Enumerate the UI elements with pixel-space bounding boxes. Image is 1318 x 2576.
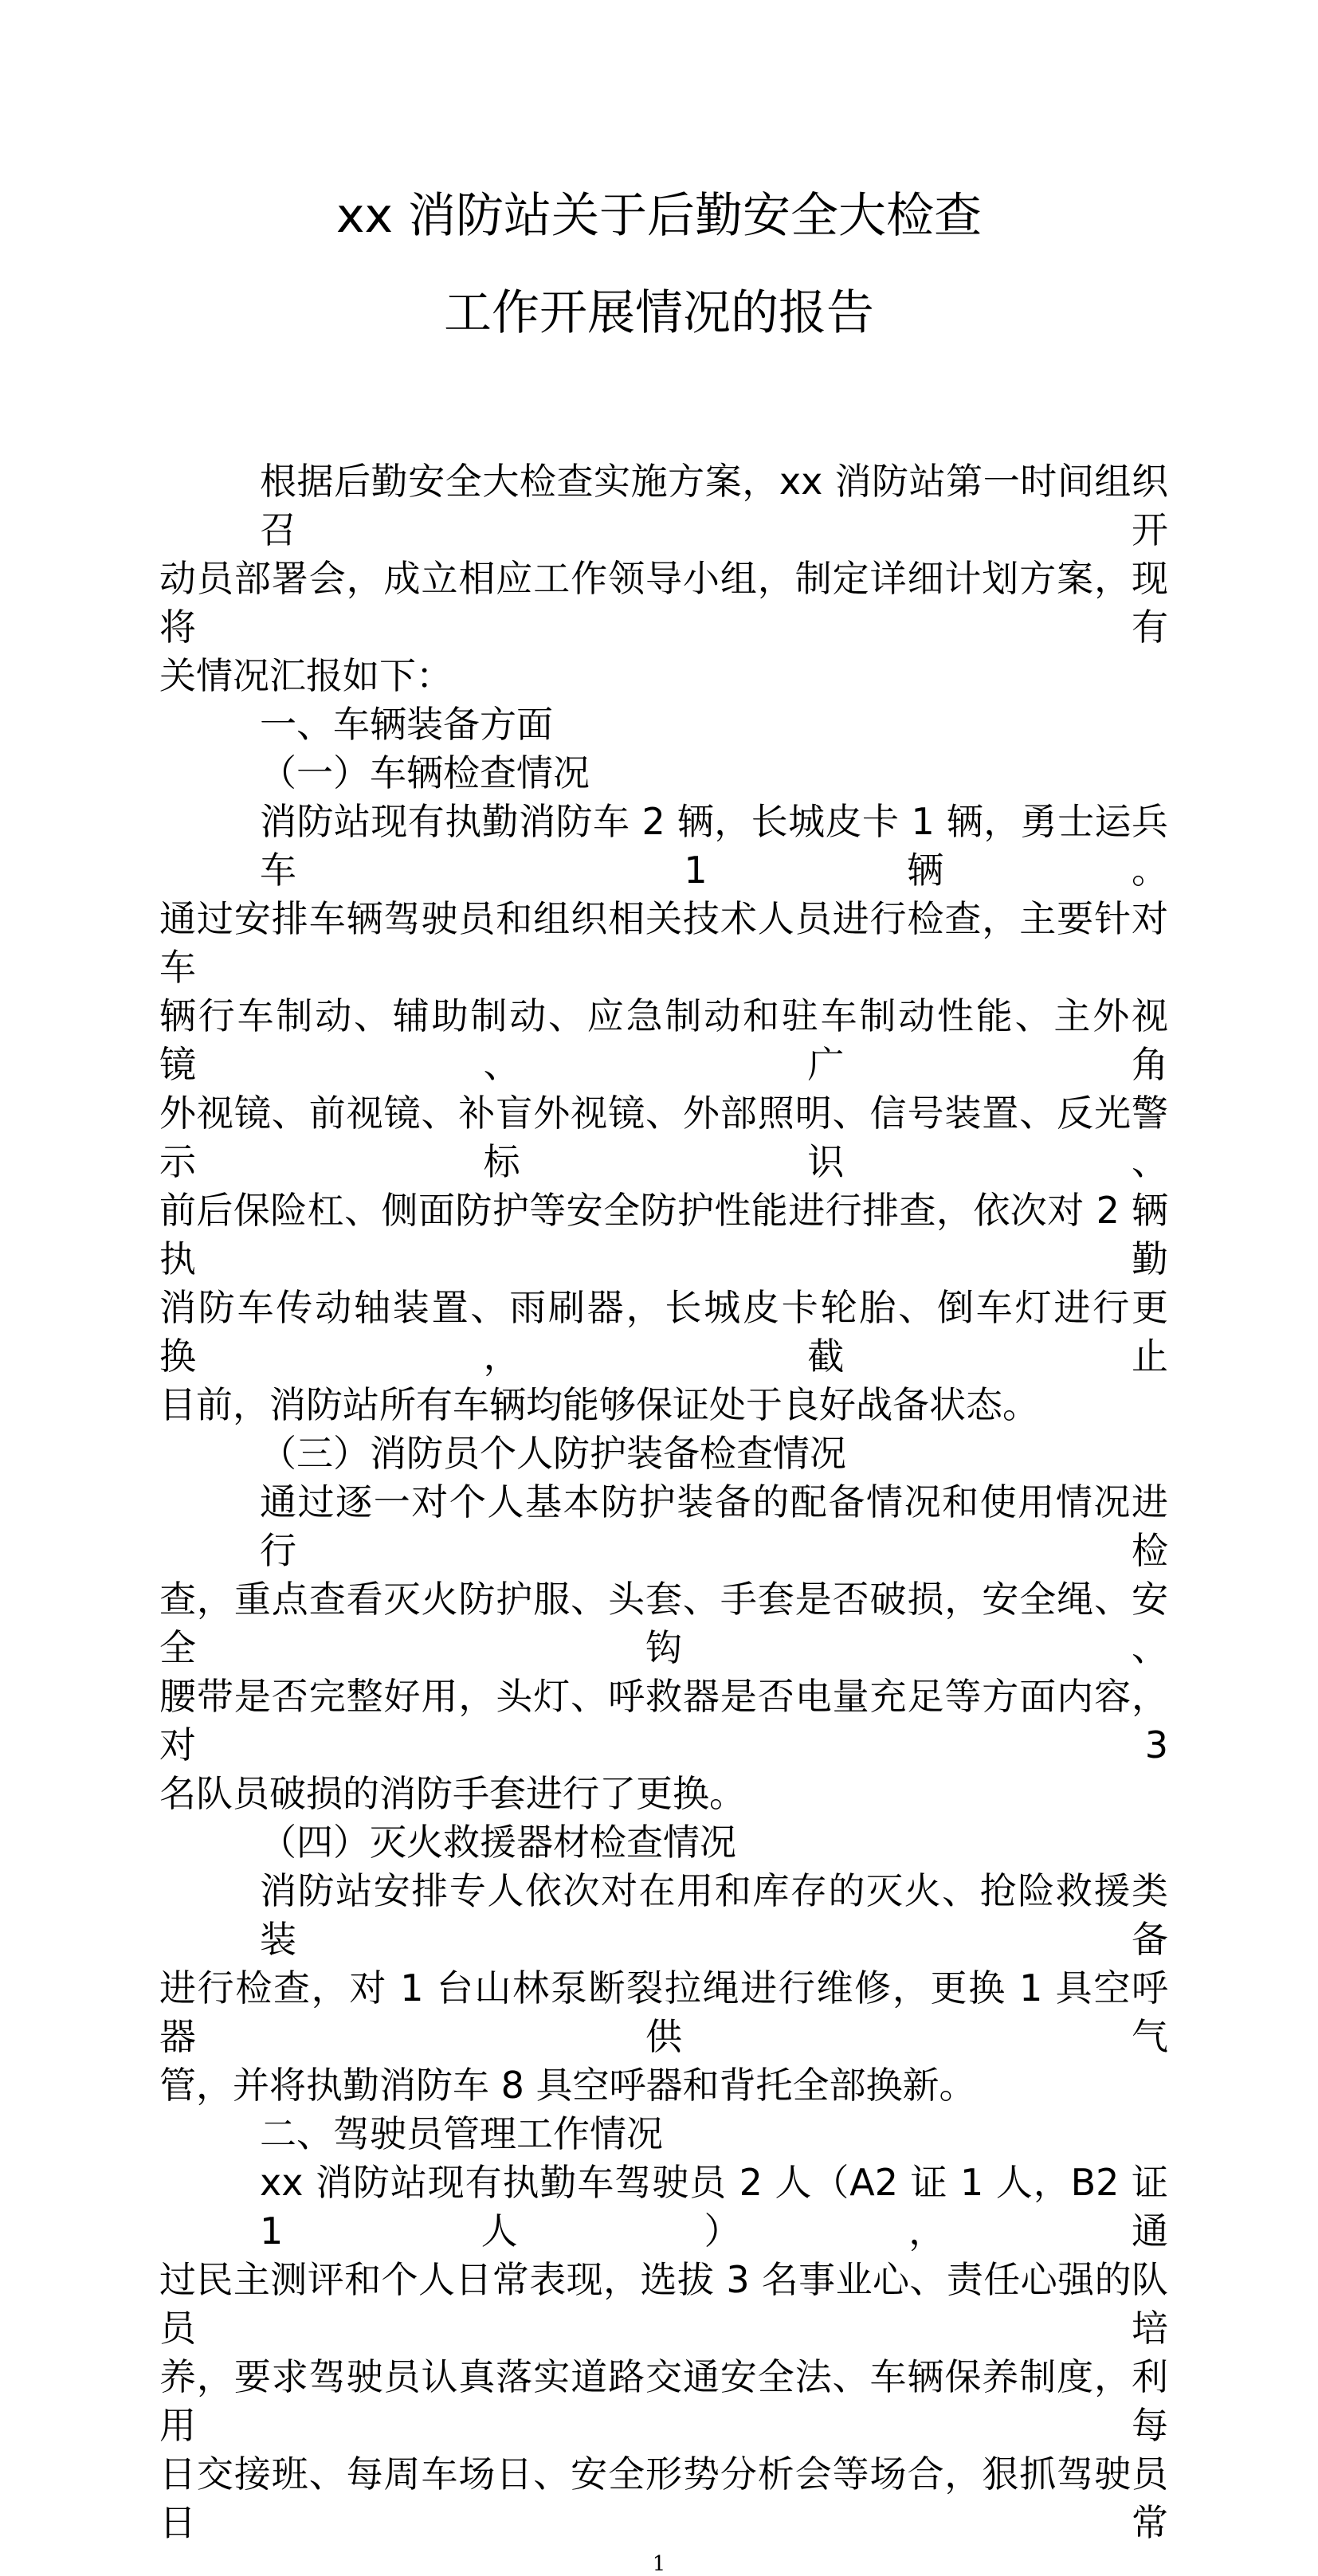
document-title-line-1: xx 消防站关于后勤安全大检查 [335,188,983,244]
text-line: 通过逐一对个人基本防护装备的配备情况和使用情况进行检 [260,1480,1168,1572]
text-line: 通过安排车辆驾驶员和组织相关技术人员进行检查，主要针对车 [159,897,1168,989]
text-line: 进行检查，对 1 台山林泵断裂拉绳进行维修，更换 1 具空呼器供气 [159,1966,1168,2058]
text-line: 前后保险杠、侧面防护等安全防护性能进行排查，依次对 2 辆执勤 [159,1189,1168,1280]
text-line: 日交接班、每周车场日、安全形势分析会等场合，狠抓驾驶员日常 [159,2452,1168,2544]
text-line: 查，重点查看灭火防护服、头套、手套是否破损，安全绳、安全钩、 [159,1578,1168,1669]
page-number: 1 [652,2552,666,2576]
text-line: 目前，消防站所有车辆均能够保证处于良好战备状态。 [159,1383,1039,1426]
text-line: （四）灭火救援器材检查情况 [260,1821,736,1864]
text-line: 辆行车制动、辅助制动、应急制动和驻车制动性能、主外视镜、广角 [159,994,1168,1086]
text-line: 二、驾驶员管理工作情况 [260,2112,663,2155]
document-title-line-2: 工作开展情况的报告 [444,285,874,341]
text-line: （三）消防员个人防护装备检查情况 [260,1432,846,1475]
text-line: 动员部署会，成立相应工作领导小组，制定详细计划方案，现将有 [159,557,1168,649]
text-line: 过民主测评和个人日常表现，选拔 3 名事业心、责任心强的队员培 [159,2258,1168,2350]
text-line: 管，并将执勤消防车 8 具空呼器和背托全部换新。 [159,2064,976,2107]
text-line: 消防站现有执勤消防车 2 辆，长城皮卡 1 辆，勇士运兵车 1 辆。 [260,800,1168,892]
text-line: 消防站安排专人依次对在用和库存的灭火、抢险救援类装备 [260,1869,1168,1961]
text-line: 养，要求驾驶员认真落实道路交通安全法、车辆保养制度，利用每 [159,2355,1168,2447]
text-line: 外视镜、前视镜、补盲外视镜、外部照明、信号装置、反光警示标识、 [159,1092,1168,1183]
text-line: 根据后勤安全大检查实施方案，xx 消防站第一时间组织召开 [260,460,1168,551]
text-line: 腰带是否完整好用，头灯、呼救器是否电量充足等方面内容，对 3 [159,1675,1168,1766]
text-line: 一、车辆装备方面 [260,703,553,746]
text-line: 名队员破损的消防手套进行了更换。 [159,1772,746,1815]
text-line: 关情况汇报如下： [159,654,453,697]
document-body [159,457,1168,2547]
text-line: xx 消防站现有执勤车驾驶员 2 人（A2 证 1 人，B2 证 1 人），通 [260,2161,1168,2253]
text-line: 消防车传动轴装置、雨刷器，长城皮卡轮胎、倒车灯进行更换，截止 [159,1286,1168,1378]
text-line: （一）车辆检查情况 [260,751,590,794]
